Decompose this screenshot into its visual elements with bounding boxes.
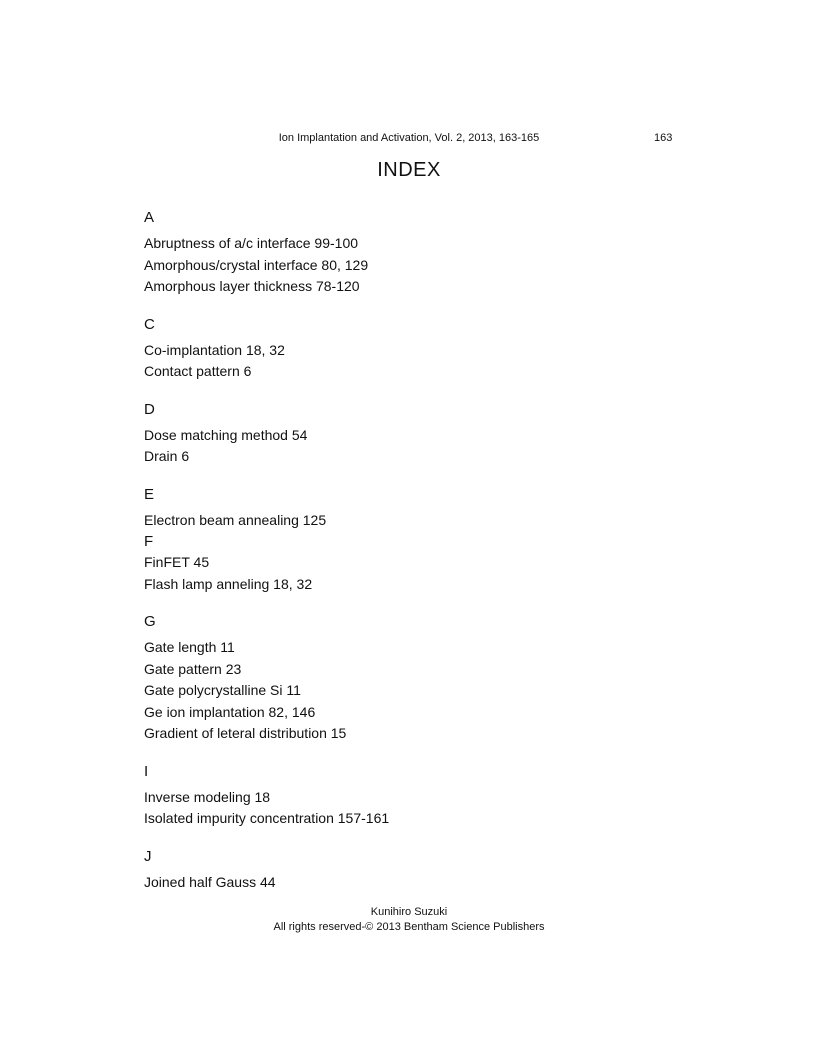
index-entry: FinFET 45 xyxy=(144,554,210,570)
footer xyxy=(0,905,816,935)
index-entry: Abruptness of a/c interface 99-100 xyxy=(144,235,359,251)
running-head: Ion Implantation and Activation, Vol. 2, 2013, 163-165 xyxy=(278,132,540,144)
index-entry: Dose matching method 54 xyxy=(144,426,308,443)
index-entry: Co-implantation 18, 32 xyxy=(144,341,285,358)
index-section xyxy=(144,611,389,745)
index-section xyxy=(144,484,389,532)
index-entry: Electron beam annealing 125 xyxy=(144,511,327,528)
index-entry: Amorphous/crystal interface 80, 129 xyxy=(144,256,369,273)
index-list xyxy=(144,191,389,893)
section-letter: E xyxy=(144,485,155,503)
index-section xyxy=(144,314,389,383)
index-entry: Contact pattern 6 xyxy=(144,363,252,379)
footer-copyright: All rights reserved-© 2013 Bentham Science Publishers xyxy=(273,921,545,933)
section-letter: D xyxy=(144,400,155,418)
index-entry: Gradient of leteral distribution 15 xyxy=(144,725,347,741)
index-entry: Gate pattern 23 xyxy=(144,660,242,677)
index-entry: Gate polycrystalline Si 11 xyxy=(144,682,301,698)
index-entry: Drain 6 xyxy=(144,448,190,464)
index-entry: Inverse modeling 18 xyxy=(144,788,271,805)
index-entry: Gate length 11 xyxy=(144,639,235,655)
section-letter: C xyxy=(144,315,155,333)
index-section xyxy=(144,399,389,468)
index-section xyxy=(144,207,389,298)
page-number: 163 xyxy=(654,132,673,144)
index-entry: Flash lamp anneling 18, 32 xyxy=(144,575,313,592)
footer-author: Kunihiro Suzuki xyxy=(370,906,448,918)
index-entry: Joined half Gauss 44 xyxy=(144,873,276,890)
section-letter: J xyxy=(144,847,152,865)
section-letter: A xyxy=(144,209,155,226)
index-section xyxy=(144,846,389,894)
index-section xyxy=(144,761,389,830)
index-entry: Amorphous layer thickness 78-120 xyxy=(144,278,360,294)
section-letter: G xyxy=(144,613,156,630)
index-entry: Isolated impurity concentration 157-161 xyxy=(144,810,390,826)
section-letter: I xyxy=(144,762,149,780)
section-letter: F xyxy=(144,533,154,550)
page-title: INDEX xyxy=(377,159,441,181)
index-section xyxy=(144,531,389,595)
index-entry: Ge ion implantation 82, 146 xyxy=(144,703,316,720)
